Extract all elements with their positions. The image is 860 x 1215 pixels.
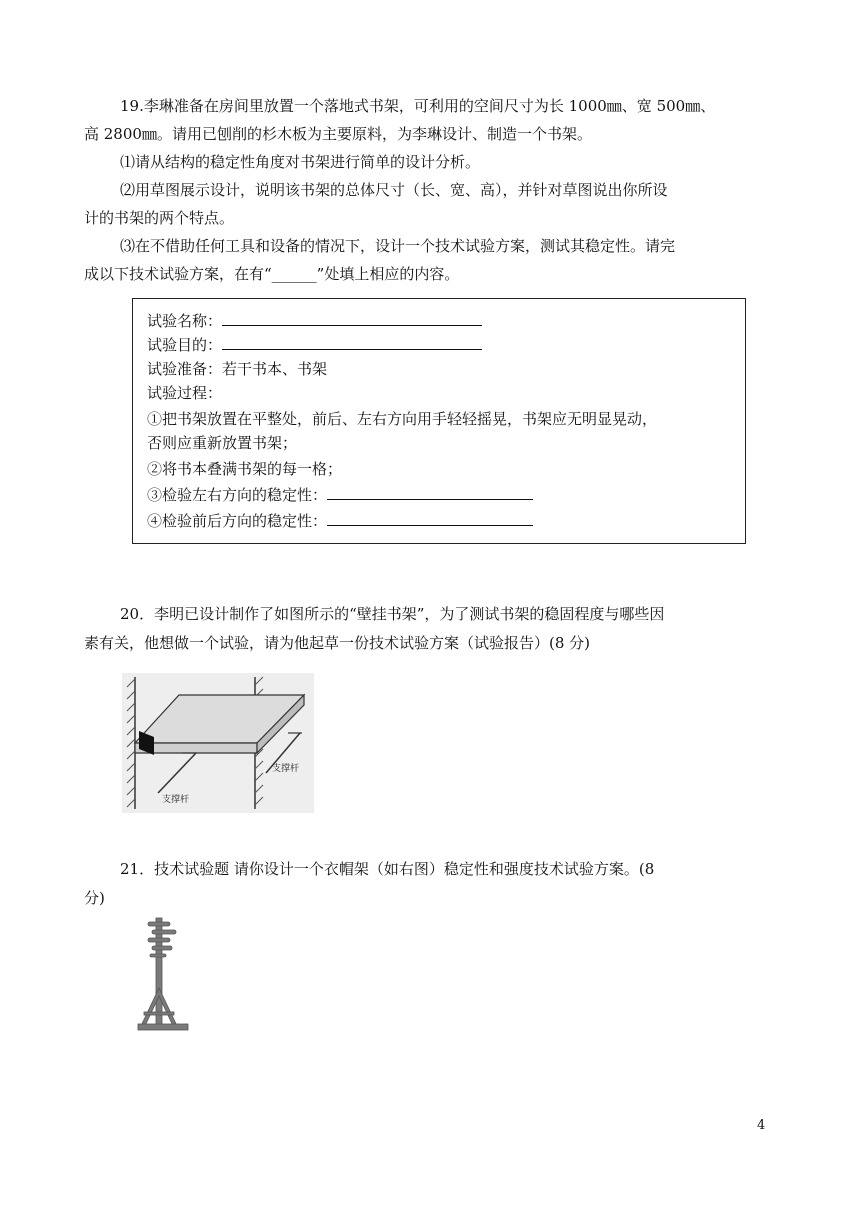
q19-sub2b: 计的书架的两个特点。 — [84, 209, 235, 227]
q20-line2: 素有关，他想做一个试验，请为他起草一份技术试验方案（试验报告）(8 分) — [84, 634, 591, 652]
support-label-right: 支撑杆 — [272, 763, 300, 773]
page-number: 4 — [757, 1118, 766, 1133]
test-step3-blank[interactable] — [327, 484, 533, 500]
test-step3-label: ③检验左右方向的稳定性： — [147, 486, 328, 504]
test-name-label: 试验名称： — [147, 312, 223, 330]
q21-line2: 分) — [84, 889, 105, 907]
q19-sub3b: 成以下技术试验方案，在有“______”处填上相应的内容。 — [84, 265, 460, 283]
test-step4-label: ④检验前后方向的稳定性： — [147, 512, 328, 530]
wall-shelf-figure — [122, 673, 314, 813]
test-name-blank[interactable] — [222, 310, 482, 326]
test-name-row — [147, 309, 482, 333]
test-step3-row — [147, 483, 533, 507]
test-step4-blank[interactable] — [327, 510, 533, 526]
q19-sub3a: ⑶在不借助任何工具和设备的情况下，设计一个技术试验方案，测试其稳定性。请完 — [120, 237, 676, 255]
test-step2: ②将书本叠满书架的每一格； — [147, 460, 343, 478]
test-step1a: ①把书架放置在平整处，前后、左右方向用手轻轻摇晃，书架应无明显晃动， — [147, 410, 658, 428]
test-purpose-blank[interactable] — [222, 334, 482, 350]
q19-line2: 高 2800㎜。请用已刨削的杉木板为主要原料，为李琳设计、制造一个书架。 — [84, 125, 592, 143]
q19-sub1: ⑴请从结构的稳定性角度对书架进行简单的设计分析。 — [120, 153, 481, 171]
test-plan-table — [132, 298, 746, 544]
test-prep: 试验准备：若干书本、书架 — [147, 360, 328, 378]
support-label-left: 支撑杆 — [162, 794, 190, 804]
coat-rack-figure — [134, 916, 192, 1034]
test-purpose-label: 试验目的： — [147, 336, 223, 354]
test-step4-row — [147, 509, 533, 533]
q20-line1: 20．李明已设计制作了如图所示的“壁挂书架”，为了测试书架的稳固程度与哪些因 — [120, 605, 665, 623]
test-process-label: 试验过程： — [147, 384, 223, 402]
test-purpose-row — [147, 333, 482, 357]
q19-sub2a: ⑵用草图展示设计，说明该书架的总体尺寸（长、宽、高），并针对草图说出你所设 — [120, 181, 668, 199]
q21-line1: 21．技术试验题 请你设计一个衣帽架（如右图）稳定性和强度技术试验方案。(8 — [120, 860, 655, 878]
test-step1b: 否则应重新放置书架； — [147, 434, 298, 452]
q19-line1: 19.李琳准备在房间里放置一个落地式书架，可利用的空间尺寸为长 1000㎜、宽 500㎜、 — [120, 97, 716, 115]
